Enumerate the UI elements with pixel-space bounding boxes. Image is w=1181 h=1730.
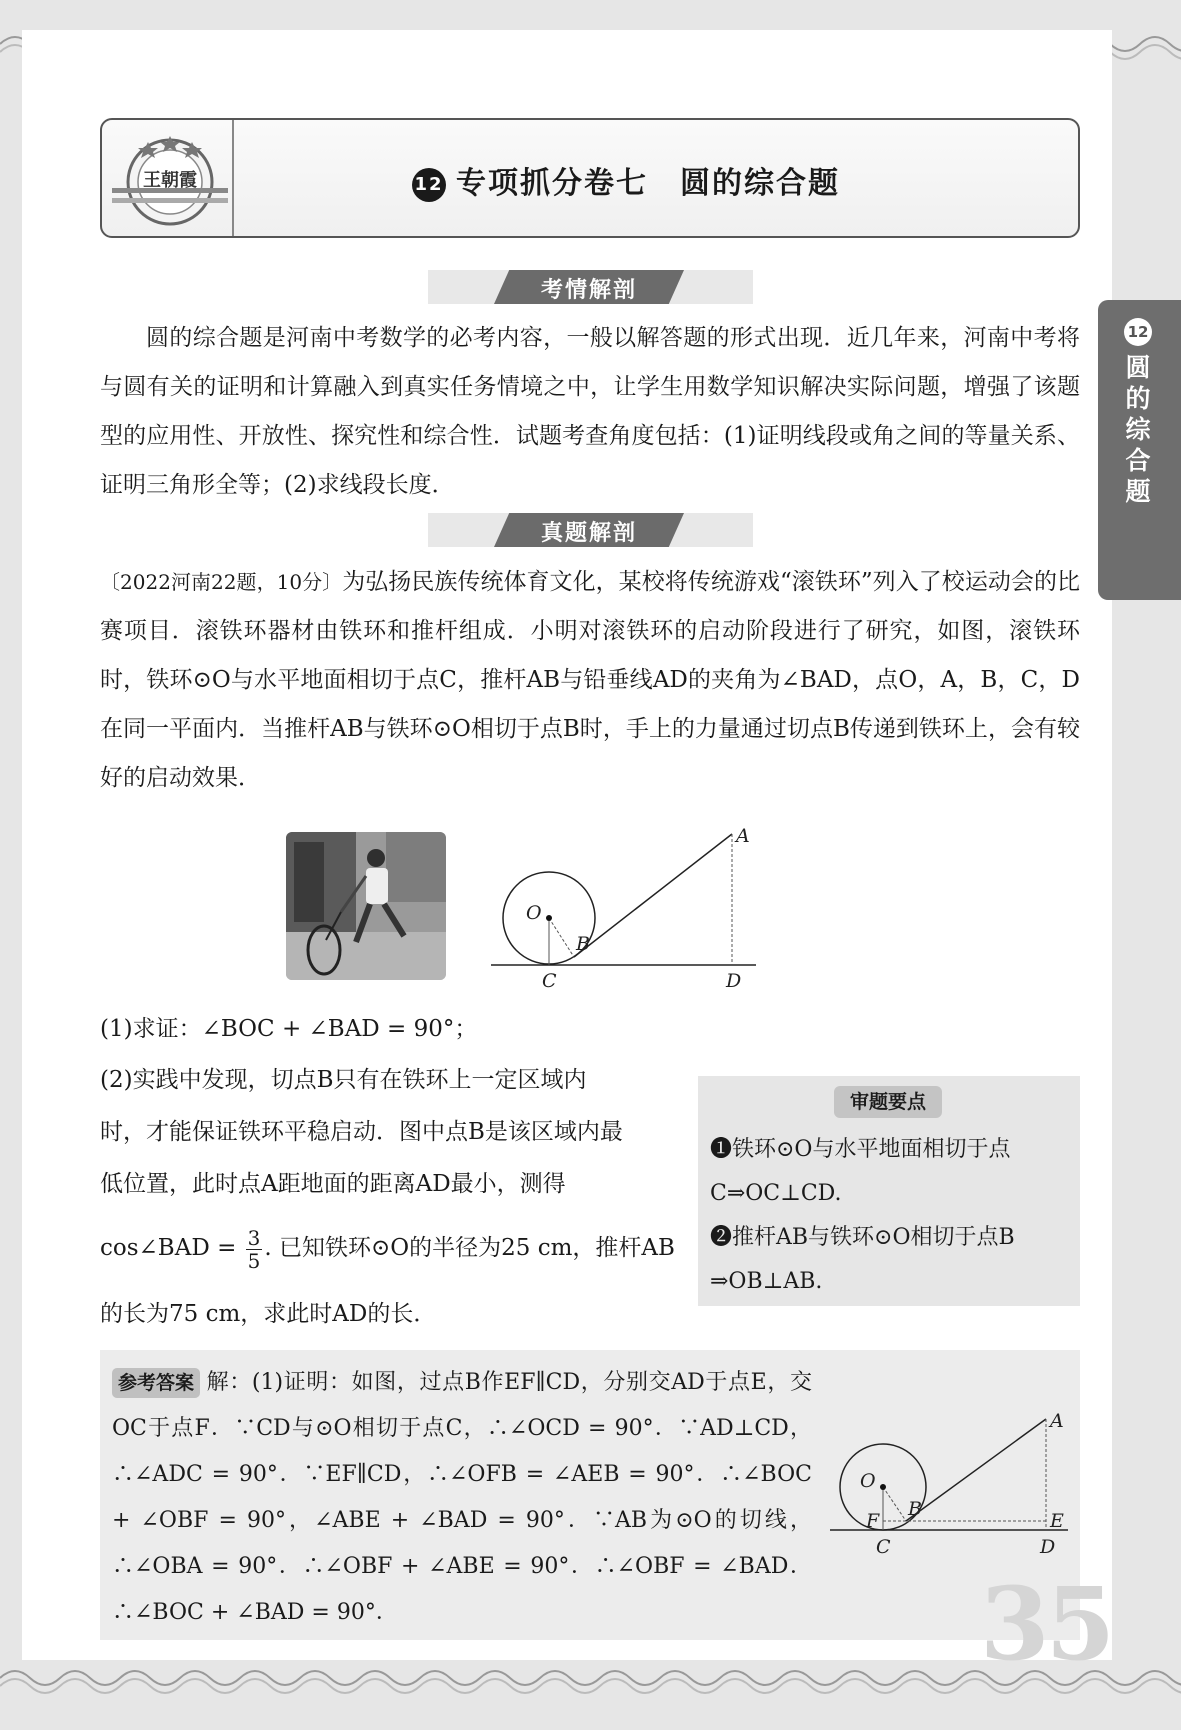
side-tab-label: 圆的综合题 bbox=[1125, 353, 1151, 506]
label2-B: B bbox=[908, 1498, 922, 1520]
answer-body: 解：(1)证明：如图，过点B作EF∥CD，分别交AD于点E，交OC于点F．∵CD与⊙O相切于点C，∴∠OCD = 90°．∵AD⊥CD，∴∠ADC = 90°．∵EF∥CD，∴∠OFB = ∠AEB = 90°．∴∠BOC + ∠OBF = 90°，∠ABE + ∠BAD = 90°．∵AB为⊙O的切线，∴∠OBA = 90°．∴∠OBF + ∠ABE = 90°．∴∠OBF = ∠BAD．∴∠BOC + ∠BAD = 90°． bbox=[112, 1370, 812, 1625]
geometry-diagram-answer bbox=[828, 1405, 1078, 1565]
problem-source: 〔2022河南22题，10分〕 bbox=[100, 570, 343, 594]
cos-suffix: . 已知铁环⊙O的半径为25 cm，推杆AB bbox=[264, 1235, 675, 1261]
publisher-logo bbox=[110, 128, 230, 232]
question-2-line-5: 的长为75 cm，求此时AD的长． bbox=[100, 1301, 437, 1327]
logo-divider bbox=[232, 120, 234, 236]
fraction-numerator: 3 bbox=[247, 1225, 261, 1250]
question-2-line-4 bbox=[100, 1222, 675, 1274]
section-banner-real-exam bbox=[428, 513, 753, 547]
review-points-title: 审题要点 bbox=[834, 1086, 942, 1118]
question-1: (1)求证：∠BOC + ∠BAD = 90°； bbox=[100, 1016, 478, 1042]
fraction-3-5 bbox=[246, 1227, 263, 1272]
photo-boy-rolling-hoop bbox=[286, 832, 446, 980]
label-D: D bbox=[726, 970, 742, 990]
svg-text:王朝霞: 王朝霞 bbox=[143, 170, 197, 191]
label2-D: D bbox=[1040, 1536, 1056, 1558]
segment-OB-2 bbox=[883, 1487, 906, 1521]
problem-text: 为弘扬民族传统体育文化，某校将传统游戏“滚铁环”列入了校运动会的比赛项目．滚铁环器材由铁环和推杆组成．小明对滚铁环的启动阶段进行了研究，如图，滚铁环时，铁环⊙O与水平地面相切于点C，推杆AB与铅垂线AD的夹角为∠BAD，点O，A，B，C，D在同一平面内．当推杆AB与铁环⊙O相切于点B时，手上的力量通过切点B传递到铁环上，会有较好的启动效果． bbox=[100, 569, 1080, 791]
label-C: C bbox=[542, 970, 557, 990]
label2-A: A bbox=[1050, 1410, 1064, 1432]
center-point-O bbox=[546, 915, 552, 921]
section-banner-analysis bbox=[428, 270, 753, 304]
center-point-O-2 bbox=[880, 1484, 886, 1490]
answer-tag: 参考答案 bbox=[112, 1368, 200, 1398]
cos-prefix: cos∠BAD = bbox=[100, 1235, 237, 1261]
hint-line-2: C⇒OC⊥CD. bbox=[710, 1181, 842, 1206]
page-number: 35 bbox=[980, 1565, 1112, 1683]
question-2-line-1: (2)实践中发现，切点B只有在铁环上一定区域内 bbox=[100, 1067, 587, 1093]
page-title bbox=[412, 158, 840, 202]
label2-C: C bbox=[876, 1536, 891, 1558]
label-B: B bbox=[576, 933, 590, 955]
hint-line-3: ❷推杆AB与铁环⊙O相切于点B bbox=[710, 1225, 1015, 1250]
chapter-title-text: 专项抓分卷七 圆的综合题 bbox=[456, 166, 840, 201]
segment-OB bbox=[549, 918, 574, 957]
label2-F: F bbox=[866, 1510, 880, 1532]
hint-line-1: ❶铁环⊙O与水平地面相切于点 bbox=[710, 1137, 1011, 1162]
fraction-denominator: 5 bbox=[247, 1248, 261, 1273]
question-2-line-3: 低位置，此时点A距地面的距离AD最小，测得 bbox=[100, 1171, 566, 1197]
question-2-line-2: 时，才能保证铁环平稳启动．图中点B是该区域内最 bbox=[100, 1119, 623, 1145]
label2-E: E bbox=[1050, 1510, 1064, 1532]
push-rod-AB-2 bbox=[906, 1419, 1046, 1521]
section-banner-analysis-label: 考情解剖 bbox=[540, 278, 637, 303]
analysis-paragraph: 圆的综合题是河南中考数学的必考内容，一般以解答题的形式出现．近几年来，河南中考将与圆有关的证明和计算融入到真实任务情境之中，让学生用数学知识解决实际问题，增强了该题型的应用性、开放性、探究性和综合性．试题考查角度包括：(1)证明线段或角之间的等量关系、证明三角形全等；(2)求线段长度． bbox=[100, 325, 1080, 498]
geometry-diagram-problem bbox=[486, 820, 766, 990]
label2-O: O bbox=[860, 1470, 876, 1492]
side-chapter-tab bbox=[1098, 300, 1181, 600]
chapter-number-badge: 12 bbox=[412, 168, 446, 202]
problem-statement bbox=[100, 558, 1080, 803]
label-O: O bbox=[526, 902, 542, 924]
label-A: A bbox=[736, 825, 750, 847]
hint-line-4: ⇒OB⊥AB. bbox=[710, 1269, 823, 1294]
section-banner-real-exam-label: 真题解剖 bbox=[540, 521, 637, 546]
answer-text bbox=[112, 1360, 812, 1636]
chapter-header bbox=[100, 118, 1080, 238]
push-rod-AB bbox=[574, 834, 732, 957]
review-points-box bbox=[698, 1076, 1080, 1306]
side-tab-number: 12 bbox=[1124, 318, 1152, 346]
